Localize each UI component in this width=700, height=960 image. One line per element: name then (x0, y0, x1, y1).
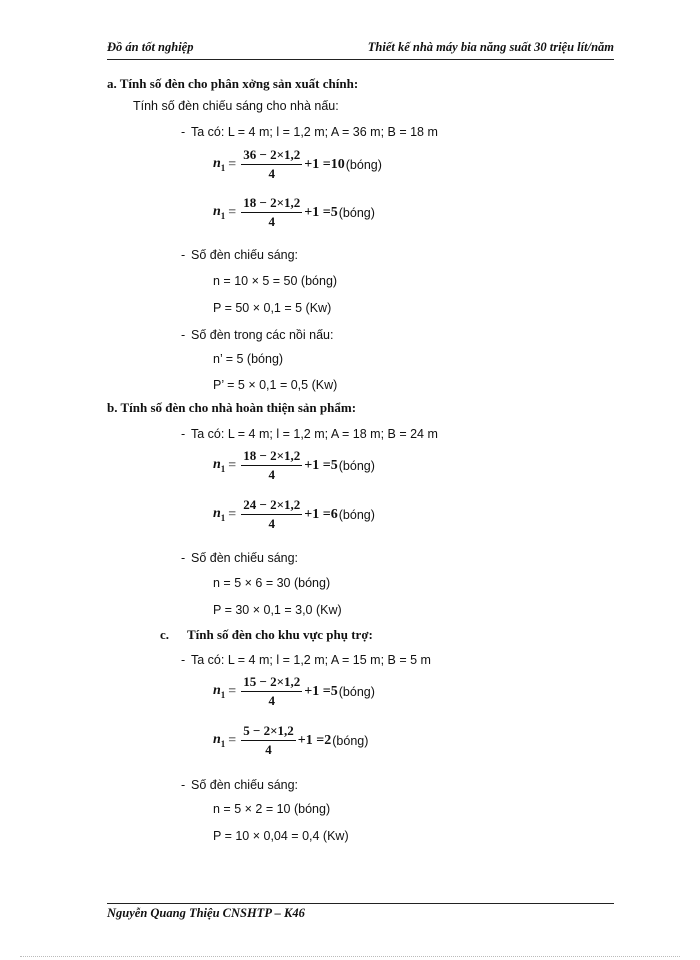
section-b-equation-1 (213, 448, 375, 483)
header-right-title: Thiết kế nhà máy bia năng suất 30 triệu lít/năm (367, 40, 614, 54)
section-b-given: - Ta có: L = 4 m; l = 1,2 m; A = 18 m; B = 24 m (181, 427, 438, 441)
equation-tail: +1 = (297, 732, 325, 748)
bullet-dash: - (181, 653, 186, 667)
fraction-denominator: 4 (268, 166, 275, 181)
fraction-denominator: 4 (268, 693, 275, 708)
equation-tail: +1 = (304, 156, 331, 172)
fraction-denominator: 4 (265, 742, 272, 757)
equation-fraction (241, 723, 296, 758)
bullet-dash: - (181, 125, 186, 139)
equals-sign: = (228, 204, 237, 220)
fraction-denominator: 4 (268, 467, 275, 482)
section-a-equation-1 (213, 147, 382, 182)
fraction-numerator: 36 − 2×1,2 (241, 147, 302, 165)
section-a-n-line: n = 10 × 5 = 50 (bóng) (213, 274, 338, 288)
equation-unit: (bóng) (338, 205, 375, 220)
equals-sign: = (228, 506, 237, 522)
equation-result: 6 (330, 506, 338, 522)
section-b-n-line: n = 5 × 6 = 30 (bóng) (213, 576, 331, 590)
section-b-equation-2 (213, 497, 375, 532)
equation-unit: (bóng) (338, 507, 375, 522)
equals-sign: = (228, 156, 237, 172)
header-rule (107, 59, 614, 60)
page-bottom-dotted-border (20, 956, 680, 957)
equation-unit: (bóng) (338, 684, 375, 699)
section-c-p-line: P = 10 × 0,04 = 0,4 (Kw) (213, 829, 349, 843)
page-header (107, 40, 614, 58)
equals-sign: = (228, 683, 237, 699)
section-a-lighting-label: - Số đèn chiếu sáng: (181, 248, 299, 262)
equation-tail: +1 = (304, 506, 331, 522)
fraction-numerator: 5 − 2×1,2 (241, 723, 296, 741)
equation-result: 5 (330, 683, 338, 699)
section-c-n-line: n = 5 × 2 = 10 (bóng) (213, 802, 331, 816)
equation-variable: $n_1$ (213, 156, 226, 173)
equation-variable: $n_1$ (213, 204, 226, 221)
equation-result: 5 (330, 204, 338, 220)
bullet-dash: - (181, 328, 186, 342)
equation-variable: $n_1$ (213, 506, 226, 523)
footer-rule (107, 903, 614, 904)
equation-fraction (241, 674, 302, 709)
fraction-numerator: 18 − 2×1,2 (241, 448, 302, 466)
equation-fraction (241, 195, 302, 230)
section-a-pots-label: - Số đèn trong các nồi nấu: (181, 328, 334, 342)
section-a-p2-line: P’ = 5 × 0,1 = 0,5 (Kw) (213, 378, 338, 392)
section-a-given (181, 125, 438, 139)
fraction-numerator: 24 − 2×1,2 (241, 497, 302, 515)
equation-unit: (bóng) (338, 458, 375, 473)
section-c-equation-2 (213, 723, 368, 758)
equation-fraction (241, 448, 302, 483)
equation-variable: $n_1$ (213, 683, 226, 700)
section-c-marker: c. (160, 627, 170, 642)
section-c-heading: Tính số đèn cho khu vực phụ trợ: (187, 627, 373, 642)
section-a-p-line: P = 50 × 0,1 = 5 (Kw) (213, 301, 332, 315)
equation-variable: $n_1$ (213, 457, 226, 474)
equation-tail: +1 = (304, 683, 331, 699)
bullet-dash: - (181, 427, 186, 441)
fraction-numerator: 18 − 2×1,2 (241, 195, 302, 213)
section-b-lighting-label: - Số đèn chiếu sáng: (181, 551, 299, 565)
bullet-dash: - (181, 778, 186, 792)
equation-tail: +1 = (304, 204, 331, 220)
equation-result: 2 (324, 732, 332, 748)
equals-sign: = (228, 732, 237, 748)
equation-result: 10 (330, 156, 345, 172)
section-c-lighting-label: - Số đèn chiếu sáng: (181, 778, 299, 792)
equation-unit: (bóng) (345, 157, 382, 172)
bullet-dash: - (181, 248, 186, 262)
section-a-intro: Tính số đèn chiếu sáng cho nhà nấu: (133, 99, 339, 113)
fraction-denominator: 4 (268, 516, 275, 531)
section-b-p-line: P = 30 × 0,1 = 3,0 (Kw) (213, 603, 342, 617)
page-footer: Nguyễn Quang Thiệu CNSHTP – K46 (107, 906, 305, 920)
section-a-n2-line: n’ = 5 (bóng) (213, 352, 284, 366)
given-text: Ta có: L = 4 m; l = 1,2 m; A = 36 m; B = 18 m (191, 125, 438, 139)
header-left-title: Đồ án tốt nghiệp (107, 40, 194, 54)
section-b-heading: b. Tính số đèn cho nhà hoàn thiện sản phẩm: (107, 400, 357, 415)
equation-tail: +1 = (304, 457, 331, 473)
equation-result: 5 (330, 457, 338, 473)
equation-unit: (bóng) (332, 733, 369, 748)
equation-fraction (241, 147, 302, 182)
equation-variable: $n_1$ (213, 732, 226, 749)
section-a-heading: a. Tính số đèn cho phân xởng sản xuất chính: (107, 76, 359, 91)
section-c-given: - Ta có: L = 4 m; l = 1,2 m; A = 15 m; B = 5 m (181, 653, 431, 667)
section-a-equation-2 (213, 195, 375, 230)
fraction-denominator: 4 (268, 214, 275, 229)
section-c-equation-1 (213, 674, 375, 709)
equals-sign: = (228, 457, 237, 473)
equation-fraction (241, 497, 302, 532)
fraction-numerator: 15 − 2×1,2 (241, 674, 302, 692)
bullet-dash: - (181, 551, 186, 565)
